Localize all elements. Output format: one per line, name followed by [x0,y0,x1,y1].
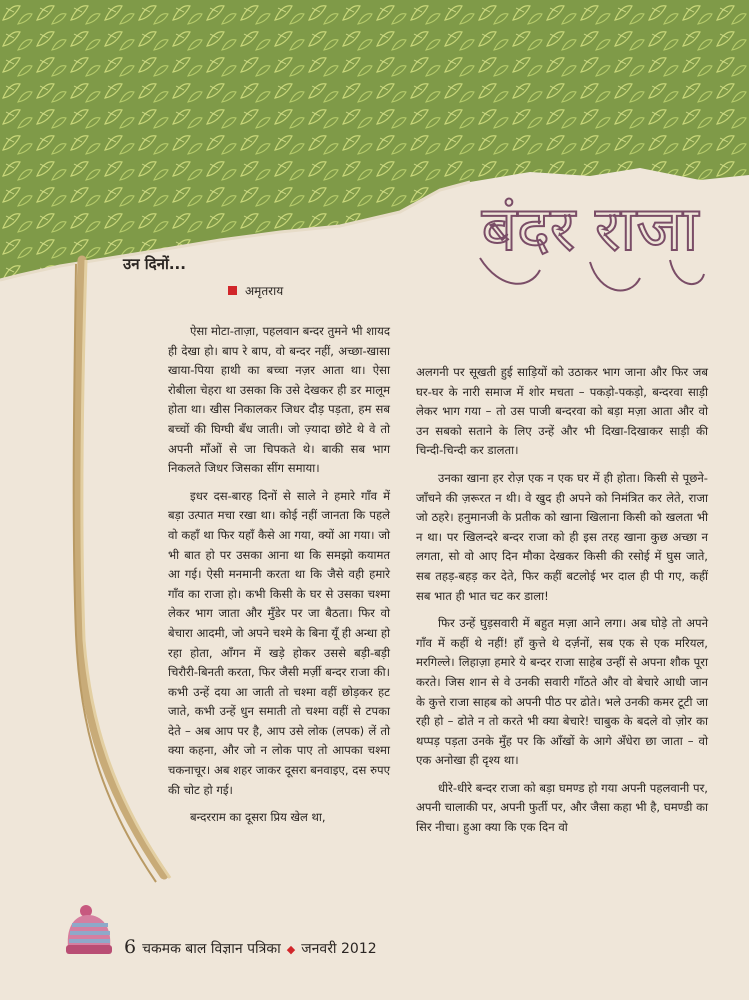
paragraph: फिर उन्हें घुड़सवारी में बहुत मज़ा आने लगा। अब घोड़े तो अपने गाँव में कहीं थे नहीं! हाँ कुत्ते थे दर्ज़नों, सब एक से एक मरियल, मरगिल्ले। लिहाज़ा हमारे ये बन्दर राजा साहेब उन्हीं से अपना शौक पूरा करते। जिस शान से वे उनकी सवारी गाँठते और वो बेचारे आधी जान के कुत्ते राजा साहब को अपनी पीठ पर ढोते। भले उनकी कमर टूटी जा रही हो – ढोते न तो करते भी क्या बेचारे! चाबुक के बदले वो ज़ोर का थप्पड़ पड़ता उनके मुँह पर कि आँखों के आगे अँधेरा छा जाता – वो एक अनोखा ही दृश्य था। [416,616,708,768]
woolly-hat-icon [62,903,122,958]
paragraph: धीरे-धीरे बन्दर राजा को बड़ा घमण्ड हो गया अपनी पहलवानी पर, अपनी चालाकी पर, अपनी फुर्ती पर, और जैसा कहा भी है, घमण्डी का सिर नीचा। हुआ क्या कि एक दिन वो [416,780,708,835]
title-text: बंदर राजा [481,192,699,265]
magazine-name: चकमक बाल विज्ञान पत्रिका [142,941,281,957]
section-label: उन दिनों... [123,255,186,273]
paragraph: इधर दस-बारह दिनों से साले ने हमारे गाँव में बड़ा उत्पात मचा रखा था। कोई नहीं जानता कि पहले वो कहाँ था फिर यहाँ कैसे आ गया, क्यों आ गया। जो भी बात हो पर उसका आना था कि समझो कयामत आ गई। ऐसी मनमानी करता था कि जैसे वही हमारे गाँव का राजा हो। कभी किसी के घर से उसका चश्मा लेकर भाग जाता और मुँडेर पर जा बैठता। फिर वो बेचारा आदमी, जो अपने चश्मे के बिना यूँ ही अन्धा हो रहा होता, आँगन में खड़े होकर उससे बड़ी-बड़ी चिरौरी-बिनती करता, फिर जैसी मर्ज़ी बन्दर राजा की। कभी उन्हें दया आ जाती तो चश्मा वहीं छोड़कर हट जाते, कभी उन्हें धुन समाती तो चश्मा वहीं से टपका देते – अब आप पर है, आप उसे लोक (लपक) लें तो क्या कहना, और जो न लोक पाए तो आपका चश्मा चकनाचूर। अब शहर जाकर दूसरा बनवाइए, दस रुपए की चोट हो गई। [168,488,390,797]
issue-date: जनवरी 2012 [301,941,377,957]
left-column [168,322,390,836]
tree-trunk-illustration [60,250,180,890]
right-column [416,363,708,846]
page-footer [124,936,377,958]
paragraph: उनका खाना हर रोज़ एक न एक घर में ही होता। किसी से पूछने-जाँचने की ज़रूरत न थी। वे खुद ही अपने को निमंत्रित कर लेते, राजा जो ठहरे। हनुमानजी के प्रतीक को खाना खिलाना किसी को खलता भी न था। पर खिलन्दरे बन्दर राजा को ही इस तरह खाना कुछ अच्छा न लगता, सो वो आए दिन मौका देखकर किसी की रसोई में घुस जाते, सब तहड़-बहड़ कर देते, फिर कहीं बटलोई भर दाल ही पी गए, कहीं सब भात ही भात चट कर डाला! [416,470,708,603]
paragraph: अलगनी पर सूखती हुई साड़ियों को उठाकर भाग जाना और फिर जब घर-घर के नारी समाज में शोर मचता – पकड़ो-पकड़ो, बन्दरवा साड़ी लेकर भाग गया – तो उस पाजी बन्दरवा को बड़ा मज़ा आता और वो उन सबको सताने के लिए उन्हें और भी दिखा-दिखाकर साड़ी की चिन्दी-चिन्दी कर डालता। [416,365,708,458]
paragraph: बन्दरराम का दूसरा प्रिय खेल था, [190,810,326,825]
author-name: अमृतराय [245,284,284,298]
paragraph: ऐसा मोटा-ताज़ा, पहलवान बन्दर तुमने भी शायद ही देखा हो। बाप रे बाप, वो बन्दर नहीं, अच्छा-खासा खाया-पिया हाथी का बच्चा नज़र आता था। ऐसा रोबीला चेहरा था उसका कि उसे देखकर ही डर मालूम होता था। खीस निकालकर जिधर दौड़ पड़ता, हम सब बच्चों की घिग्घी बँध जाती। जो ज़्यादा छोटे थे वे तो अपनी माँओं से जा चिपकते थे। बाकी सब भाग निकलते जिधर जिसका सींग समाया। [168,324,390,476]
author-line [228,282,283,299]
page-number: 6 [124,936,137,958]
title-art-bandar-raja [440,170,740,310]
diamond-separator-icon: ◆ [286,943,296,956]
red-square-bullet-icon [228,286,237,295]
